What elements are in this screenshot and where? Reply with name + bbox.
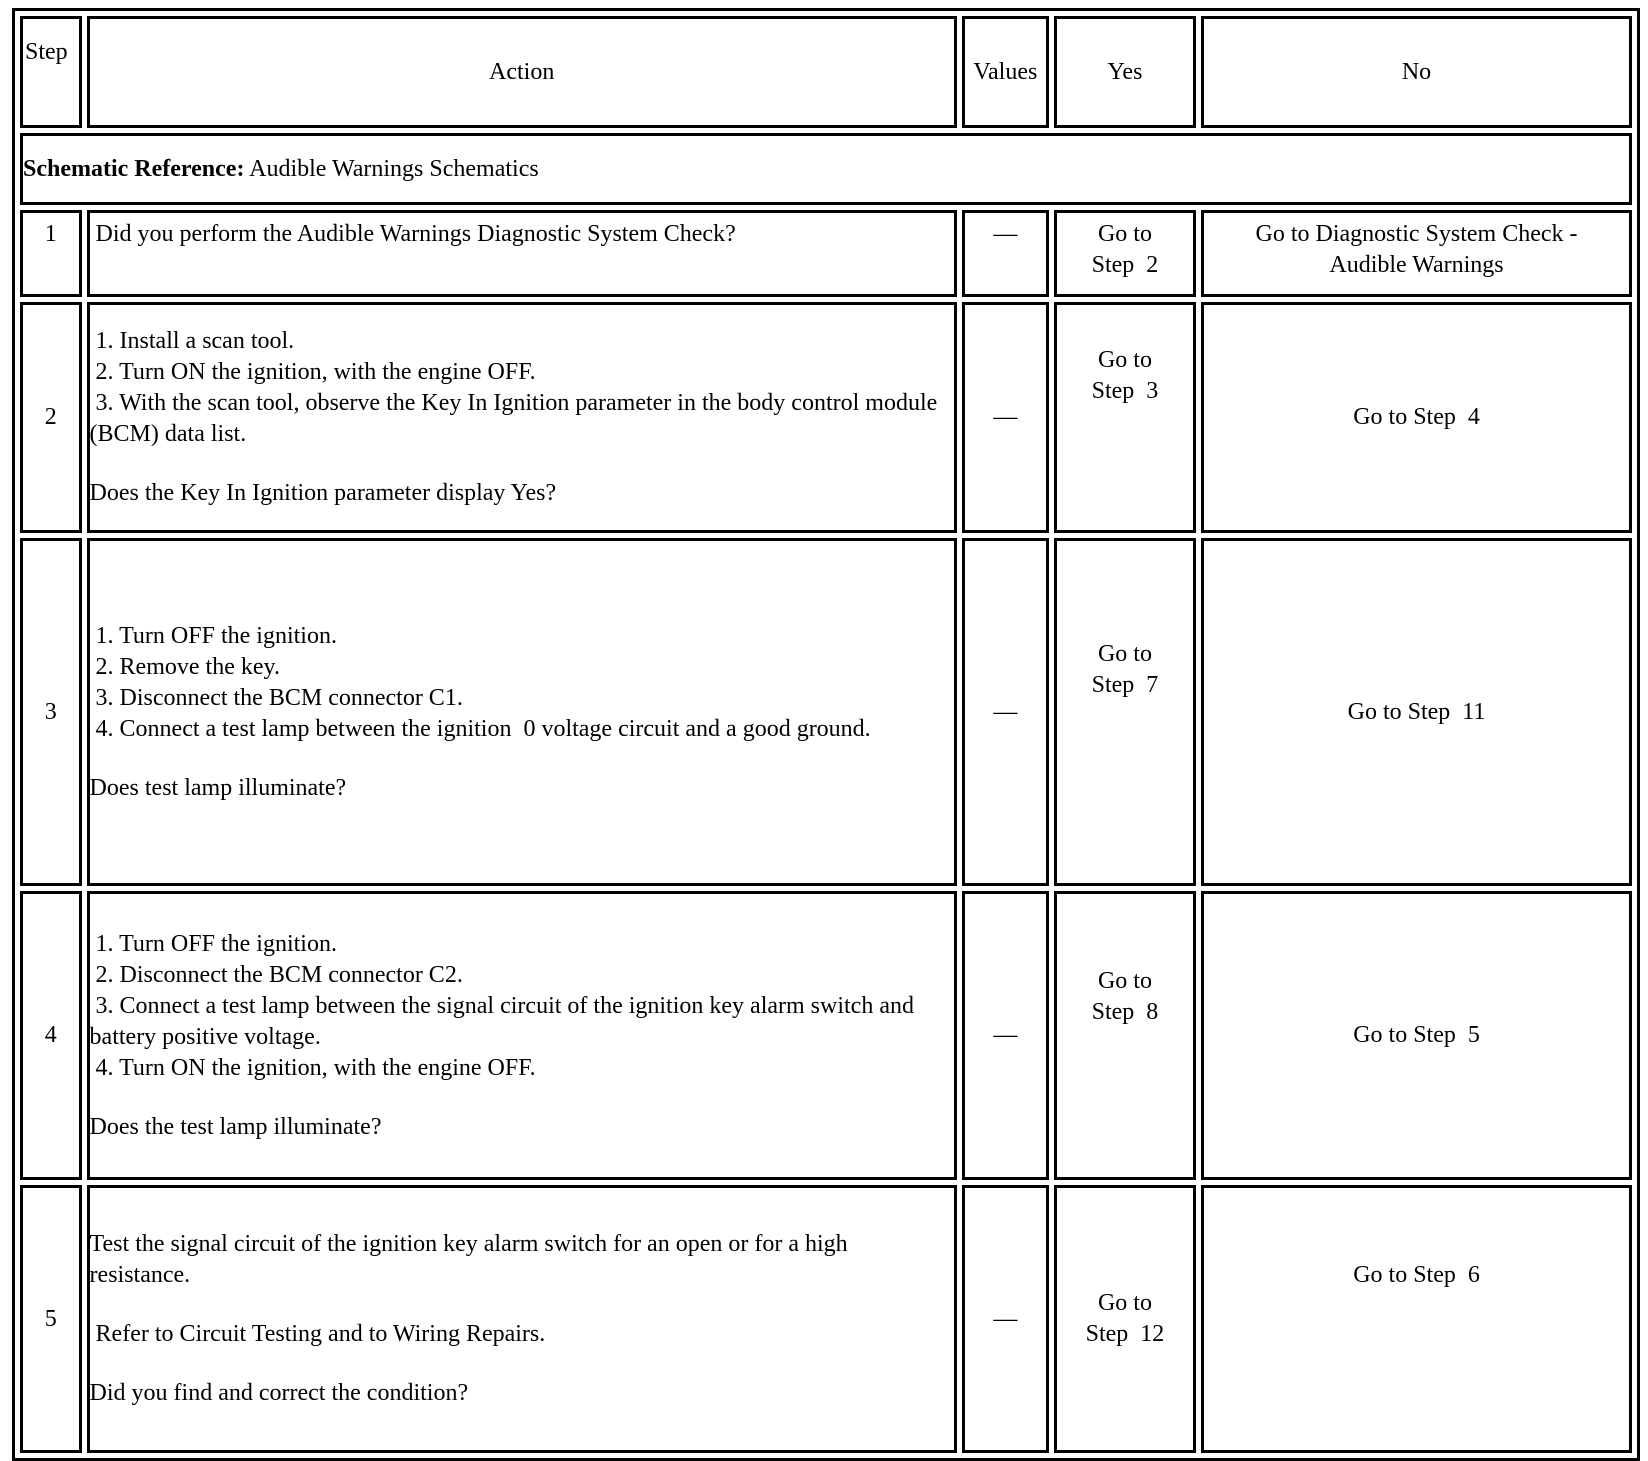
action-line: 4. Connect a test lamp between the ignition 0 voltage circuit and a good ground. xyxy=(89,715,871,742)
no-cell xyxy=(1201,302,1632,533)
step-number: 4 xyxy=(20,891,82,1180)
value-cell: — xyxy=(962,891,1049,1180)
schematic-link-text: Audible Warnings Schematics xyxy=(244,155,539,182)
action-line: 2. Remove the key. xyxy=(89,653,280,680)
no-cell xyxy=(1201,538,1632,886)
yes-cell xyxy=(1054,210,1196,297)
action-line: 2. Disconnect the BCM connector C2. xyxy=(89,961,463,988)
step-number: 1 xyxy=(20,210,82,297)
no-line: Go to Step 6 xyxy=(1353,1262,1480,1288)
table-row xyxy=(20,210,1632,297)
action-question: Does test lamp illuminate? xyxy=(89,774,347,801)
spacer xyxy=(90,745,954,773)
yes-line: Go to xyxy=(1097,641,1152,667)
value-cell: — xyxy=(962,302,1049,533)
table-row xyxy=(20,302,1632,533)
action-line: 3. Connect a test lamp between the signal circuit of the ignition key alarm switch and battery positive voltage. xyxy=(89,992,920,1050)
action-line: 2. Turn ON the ignition, with the engine OFF. xyxy=(89,359,536,385)
yes-line: Step 12 xyxy=(1085,1321,1165,1347)
table-row xyxy=(20,538,1632,886)
yes-cell xyxy=(1054,1185,1196,1453)
action-question: Does the test lamp illuminate? xyxy=(89,1113,382,1140)
yes-line: Go to xyxy=(1097,968,1152,994)
header-values: Values xyxy=(962,16,1049,128)
yes-line: Go to xyxy=(1097,221,1152,247)
spacer xyxy=(90,450,954,478)
no-line: Audible Warnings xyxy=(1329,252,1504,278)
action-cell xyxy=(87,302,957,533)
no-line: Go to Diagnostic System Check - xyxy=(1255,221,1578,247)
action-line: 1. Install a scan tool. xyxy=(89,328,295,354)
action-line: Did you perform the Audible Warnings Diagnostic System Check? xyxy=(89,221,736,247)
action-question: Did you find and correct the condition? xyxy=(89,1380,469,1406)
action-cell xyxy=(87,1185,957,1453)
no-cell xyxy=(1201,210,1632,297)
spacer xyxy=(90,1084,954,1112)
schematic-label: Schematic Reference: xyxy=(23,155,245,182)
table-row xyxy=(20,1185,1632,1453)
no-line: Go to Step 4 xyxy=(1353,404,1480,430)
diagnostic-table xyxy=(12,8,1640,1461)
action-cell xyxy=(87,538,957,886)
value-cell: — xyxy=(962,538,1049,886)
yes-line: Step 7 xyxy=(1091,672,1159,698)
yes-line: Step 3 xyxy=(1091,378,1159,404)
no-cell xyxy=(1201,1185,1632,1453)
step-number: 5 xyxy=(20,1185,82,1453)
schematic-reference xyxy=(20,133,1632,205)
spacer xyxy=(90,1291,954,1319)
action-line: Test the signal circuit of the ignition key alarm switch for an open or for a high resistance. xyxy=(89,1231,854,1288)
yes-cell xyxy=(1054,302,1196,533)
header-no: No xyxy=(1201,16,1632,128)
yes-line: Step 8 xyxy=(1091,999,1159,1025)
yes-line: Go to xyxy=(1097,347,1152,373)
header-action: Action xyxy=(87,16,957,128)
no-cell xyxy=(1201,891,1632,1180)
yes-line: Go to xyxy=(1097,1290,1152,1316)
value-cell: — xyxy=(962,1185,1049,1453)
spacer xyxy=(90,1350,954,1378)
header-yes: Yes xyxy=(1054,16,1196,128)
no-line: Go to Step 5 xyxy=(1353,1022,1480,1048)
action-cell xyxy=(87,891,957,1180)
action-line: 4. Turn ON the ignition, with the engine OFF. xyxy=(89,1054,536,1081)
yes-cell xyxy=(1054,538,1196,886)
step-number: 3 xyxy=(20,538,82,886)
header-step: Step xyxy=(20,16,82,128)
action-line: 1. Turn OFF the ignition. xyxy=(89,930,337,957)
schematic-row xyxy=(20,133,1632,205)
action-line: 1. Turn OFF the ignition. xyxy=(89,622,337,649)
no-line: Go to Step 11 xyxy=(1347,698,1486,725)
value-cell: — xyxy=(962,210,1049,297)
yes-cell xyxy=(1054,891,1196,1180)
action-line: 3. With the scan tool, observe the Key In Ignition parameter in the body control module (BCM) data list. xyxy=(89,390,950,447)
action-cell xyxy=(87,210,957,297)
header-row xyxy=(20,16,1632,128)
action-line: Refer to Circuit Testing and to Wiring Repairs. xyxy=(89,1321,546,1347)
yes-line: Step 2 xyxy=(1091,252,1159,278)
action-question: Does the Key In Ignition parameter display Yes? xyxy=(89,480,557,506)
action-line: 3. Disconnect the BCM connector C1. xyxy=(89,684,463,711)
step-number: 2 xyxy=(20,302,82,533)
table-row xyxy=(20,891,1632,1180)
